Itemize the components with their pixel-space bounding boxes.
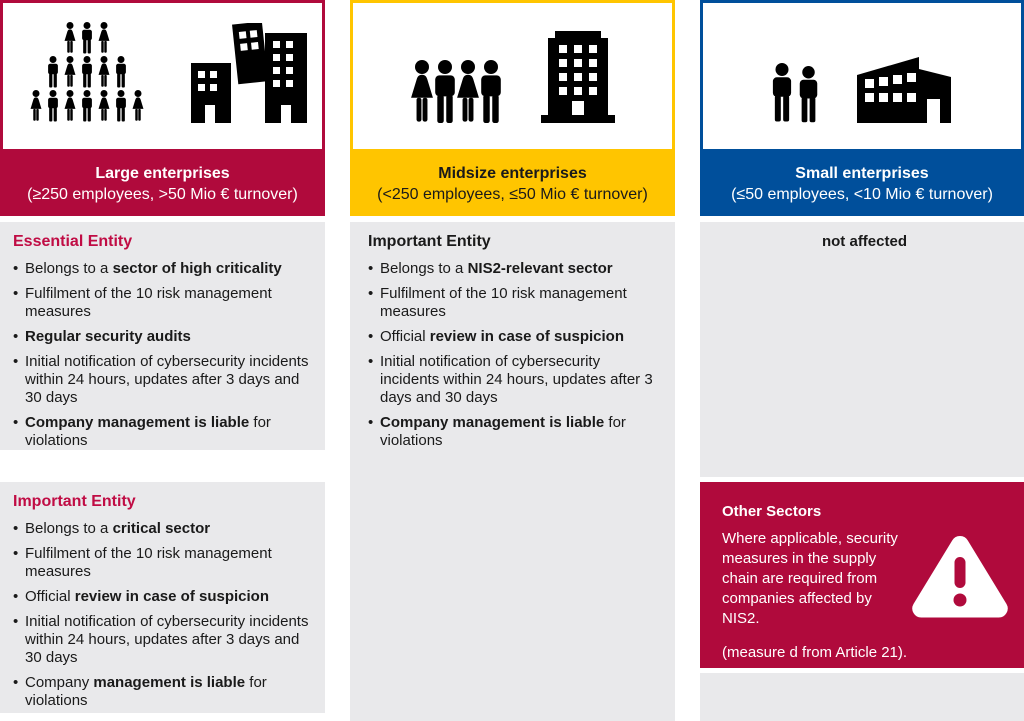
column-midsize-enterprises — [350, 0, 675, 721]
important-entity-heading-large: Important Entity — [13, 493, 136, 510]
important-entity-heading-midsize: Important Entity — [368, 233, 491, 250]
not-affected-block — [700, 222, 1024, 477]
bullet-marker: • — [13, 674, 19, 691]
large-subtitle: (≥250 employees, >50 Mio € turnover) — [27, 186, 298, 203]
bullet-item — [13, 353, 317, 407]
small-icon-box — [700, 0, 1024, 152]
essential-entity-block — [0, 222, 325, 450]
other-sectors-block — [700, 482, 1024, 668]
crowd-icon — [17, 22, 157, 123]
bullet-item — [13, 260, 317, 278]
bullet-text: Belongs to a NIS2-relevant sector — [380, 260, 613, 277]
not-affected-label: not affected — [821, 233, 907, 250]
important-entity-block-midsize — [350, 222, 675, 721]
bullet-marker: • — [368, 260, 374, 277]
other-sectors-note: (measure d from Article 21). — [722, 644, 908, 661]
bullet-item — [368, 353, 663, 407]
bullet-text: Fulfilment of the 10 risk management measures — [25, 285, 272, 320]
bullet-text: Initial notification of cybersecurity incidents within 24 hours, updates after 3 days and 30 days — [25, 353, 309, 406]
essential-entity-heading: Essential Entity — [13, 233, 133, 250]
bullet-marker: • — [368, 353, 374, 370]
bullet-item — [13, 674, 317, 710]
bullet-item — [13, 520, 317, 538]
bullet-text: Official review in case of suspicion — [380, 328, 624, 345]
bullet-marker: • — [13, 328, 19, 345]
bullet-text: Belongs to a sector of high criticality — [25, 260, 282, 277]
bullet-item — [13, 328, 317, 346]
large-icon-box — [0, 0, 325, 152]
important-entity-block-large — [0, 482, 325, 713]
midsize-subtitle: (<250 employees, ≤50 Mio € turnover) — [377, 186, 648, 203]
bullet-marker: • — [13, 353, 19, 370]
bullet-text: Initial notification of cybersecurity incidents within 24 hours, updates after 3 days and 30 days — [25, 613, 309, 666]
small-title: Small enterprises — [795, 165, 929, 182]
bullet-marker: • — [13, 260, 19, 277]
bullet-item — [13, 588, 317, 606]
bullet-marker: • — [13, 520, 19, 537]
bullet-text: Initial notification of cybersecurity incidents within 24 hours, updates after 3 days and 30 days — [380, 353, 653, 406]
bullet-marker: • — [368, 285, 374, 302]
column-large-enterprises — [0, 0, 325, 721]
bullet-item — [368, 285, 663, 321]
bullet-text: Fulfilment of the 10 risk management measures — [25, 545, 272, 580]
warning-triangle-icon — [910, 532, 1010, 620]
large-header — [0, 152, 325, 216]
bullet-marker: • — [368, 414, 374, 431]
bullet-item — [13, 613, 317, 667]
bullet-marker: • — [13, 545, 19, 562]
bullet-text: Company management is liable for violations — [380, 414, 626, 449]
bullet-marker: • — [13, 285, 19, 302]
bullet-item — [368, 260, 663, 278]
midsize-header — [350, 152, 675, 216]
office-building-icon — [538, 31, 618, 123]
essential-entity-bullets — [13, 260, 317, 450]
small-header — [700, 152, 1024, 216]
factory-icon — [857, 51, 955, 123]
important-entity-bullets-large — [13, 520, 317, 710]
bullet-text: Company management is liable for violations — [25, 414, 271, 449]
bullet-marker: • — [13, 414, 19, 431]
bullet-text: Fulfilment of the 10 risk management measures — [380, 285, 627, 320]
bullet-text: Official review in case of suspicion — [25, 588, 269, 605]
small-subtitle: (≤50 employees, <10 Mio € turnover) — [731, 186, 993, 203]
other-sectors-body: Where applicable, security measures in the supply chain are required from companies affected by NIS2. — [722, 530, 898, 627]
bullet-marker: • — [13, 613, 19, 630]
bullet-item — [13, 285, 317, 321]
pair-icon — [769, 63, 823, 123]
bottom-gray-strip — [700, 673, 1024, 721]
bullet-item — [368, 328, 663, 346]
large-title: Large enterprises — [95, 165, 230, 182]
bullet-text: Belongs to a critical sector — [25, 520, 211, 537]
bullet-text: Regular security audits — [25, 328, 191, 345]
column-small-enterprises — [700, 0, 1024, 721]
group-icon — [408, 60, 504, 123]
bullet-item — [13, 414, 317, 450]
bullet-item — [13, 545, 317, 581]
midsize-icon-box — [350, 0, 675, 152]
midsize-title: Midsize enterprises — [438, 165, 587, 182]
buildings-icon — [191, 23, 309, 123]
bullet-marker: • — [13, 588, 19, 605]
other-sectors-heading: Other Sectors — [722, 503, 822, 520]
bullet-text: Company management is liable for violations — [25, 674, 267, 709]
bullet-marker: • — [368, 328, 374, 345]
bullet-item — [368, 414, 663, 450]
important-entity-bullets-midsize — [368, 260, 663, 450]
